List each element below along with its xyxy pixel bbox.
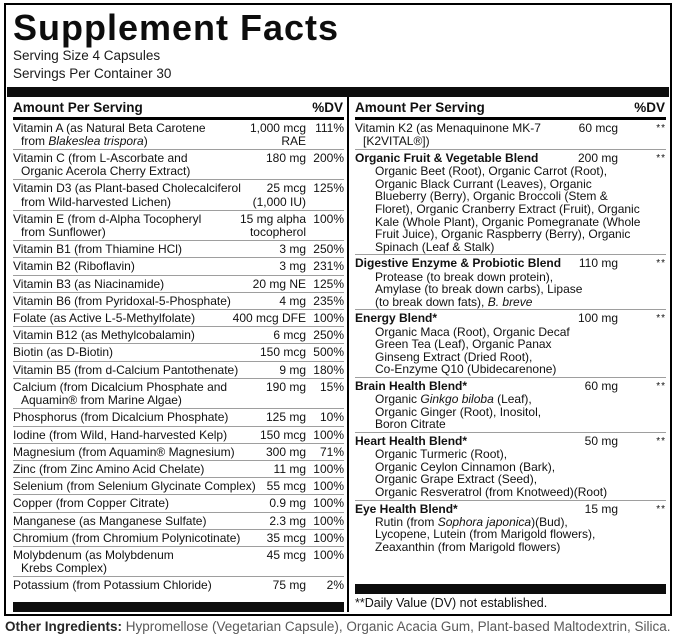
nutrient-name: Calcium (from Dicalcium Phosphate and Aquamin® from Marine Algae) bbox=[13, 379, 228, 408]
nutrient-row bbox=[13, 460, 344, 477]
nutrient-name: Phosphorus (from Dicalcium Phosphate) bbox=[13, 410, 229, 425]
dv-footnote: **Daily Value (DV) not established. bbox=[355, 595, 548, 610]
nutrient-dv: 125% bbox=[313, 276, 344, 291]
nutrient-amount: 2.3 mg bbox=[269, 513, 306, 528]
nutrient-row bbox=[13, 309, 344, 326]
blend-row bbox=[355, 149, 666, 254]
nutrient-rows-right bbox=[355, 120, 666, 555]
nutrient-amount: 50 mg bbox=[584, 433, 618, 448]
blend-row bbox=[355, 432, 666, 500]
nutrient-amount: 75 mg bbox=[272, 578, 306, 593]
nutrient-row bbox=[13, 292, 344, 309]
nutrient-dv: ** bbox=[656, 435, 666, 447]
nutrient-amount: 400 mcg DFE bbox=[232, 311, 306, 326]
nutrient-amount: 35 mcg bbox=[266, 530, 306, 545]
serving-size-line: Serving Size 4 Capsules bbox=[13, 48, 161, 64]
nutrient-amount: 3 mg bbox=[279, 259, 306, 274]
supplement-facts-title: Supplement Facts bbox=[13, 7, 340, 48]
nutrient-amount: 200 mg bbox=[577, 151, 618, 166]
nutrient-amount: 15 mg bbox=[584, 501, 618, 516]
left-bottom-bar bbox=[13, 602, 344, 612]
left-column bbox=[7, 97, 347, 612]
nutrient-dv: 100% bbox=[313, 547, 344, 562]
nutrient-amount: 1,000 mcg RAE bbox=[249, 120, 306, 148]
nutrient-name: Organic Fruit & Vegetable Blend bbox=[355, 151, 539, 166]
nutrient-dv: 125% bbox=[313, 181, 344, 196]
nutrient-dv: 100% bbox=[313, 461, 344, 476]
right-column-filler bbox=[355, 555, 666, 582]
nutrient-dv: ** bbox=[656, 503, 666, 515]
nutrient-row bbox=[13, 443, 344, 460]
amount-per-serving-header: Amount Per Serving bbox=[355, 100, 485, 116]
nutrient-row bbox=[13, 378, 344, 408]
nutrient-amount: 9 mg bbox=[279, 362, 306, 377]
nutrient-dv: ** bbox=[656, 153, 666, 165]
nutrient-amount: 55 mcg bbox=[266, 479, 306, 494]
other-ingredients-text: Hypromellose (Vegetarian Capsule), Organic Acacia Gum, Plant-based Maltodextrin, Silica. bbox=[122, 619, 671, 634]
nutrient-name: Digestive Enzyme & Probiotic Blend bbox=[355, 256, 562, 271]
columns-area bbox=[7, 97, 669, 612]
nutrient-name: Copper (from Copper Citrate) bbox=[13, 496, 170, 511]
nutrient-row bbox=[13, 512, 344, 529]
top-thick-bar bbox=[7, 87, 669, 97]
blend-row bbox=[355, 309, 666, 377]
blend-row bbox=[355, 377, 666, 432]
nutrient-dv: ** bbox=[656, 122, 666, 134]
nutrient-dv: 100% bbox=[313, 513, 344, 528]
nutrient-row bbox=[13, 408, 344, 425]
nutrient-amount: 150 mcg bbox=[259, 345, 306, 360]
nutrient-amount: 180 mg bbox=[265, 151, 306, 166]
nutrient-row bbox=[13, 426, 344, 443]
nutrient-name: Brain Health Blend* bbox=[355, 378, 468, 393]
nutrient-dv: 71% bbox=[319, 444, 344, 459]
nutrient-rows-left bbox=[13, 120, 344, 594]
nutrient-dv: 111% bbox=[315, 120, 344, 135]
nutrient-name: Vitamin C (from L-Ascorbate and Organic Acerola Cherry Extract) bbox=[13, 151, 191, 179]
nutrient-name: Chromium (from Chromium Polynicotinate) bbox=[13, 530, 241, 545]
nutrient-dv: 231% bbox=[313, 259, 344, 274]
nutrient-amount: 4 mg bbox=[279, 293, 306, 308]
nutrient-name: Vitamin B2 (Riboflavin) bbox=[13, 259, 135, 274]
servings-per-container-line: Servings Per Container 30 bbox=[13, 66, 172, 82]
nutrient-amount: 45 mcg bbox=[266, 547, 306, 562]
right-column bbox=[349, 97, 669, 612]
nutrient-amount: 190 mg bbox=[265, 379, 306, 394]
nutrient-dv: 2% bbox=[326, 578, 344, 593]
nutrient-dv: 180% bbox=[313, 362, 344, 377]
nutrient-row bbox=[13, 546, 344, 576]
other-ingredients-footer bbox=[5, 619, 677, 634]
nutrient-name: Zinc (from Zinc Amino Acid Chelate) bbox=[13, 461, 205, 476]
blend-sub-ingredients: Organic Turmeric (Root), Organic Ceylon Cinnamon (Bark), Organic Grape Extract (Seed), Organic Resveratrol (from Knotweed)(Root) bbox=[375, 447, 608, 499]
nutrient-dv: ** bbox=[656, 258, 666, 270]
nutrient-name: Vitamin B5 (from d-Calcium Pantothenate) bbox=[13, 362, 239, 377]
nutrient-dv: 500% bbox=[313, 345, 344, 360]
nutrient-amount: 3 mg bbox=[279, 242, 306, 257]
nutrient-dv: 250% bbox=[313, 242, 344, 257]
nutrient-row bbox=[355, 120, 666, 149]
nutrient-row bbox=[13, 149, 344, 179]
label-box bbox=[4, 3, 672, 616]
nutrient-dv: 250% bbox=[313, 328, 344, 343]
nutrient-amount: 125 mg bbox=[265, 410, 306, 425]
right-bottom-bar bbox=[355, 584, 666, 594]
other-ingredients-label: Other Ingredients: bbox=[5, 619, 123, 634]
nutrient-dv: 100% bbox=[313, 496, 344, 511]
nutrient-row bbox=[13, 257, 344, 274]
nutrient-amount: 25 mcg (1,000 IU) bbox=[252, 181, 306, 209]
blend-sub-ingredients: Organic Maca (Root), Organic Decaf Green Tea (Leaf), Organic Panax Ginseng Extract (Dried Root), Co-Enzyme Q10 (Ubidecarenone) bbox=[375, 324, 570, 377]
nutrient-dv: 100% bbox=[313, 479, 344, 494]
nutrient-name: Heart Health Blend* bbox=[355, 433, 468, 448]
nutrient-row bbox=[13, 494, 344, 511]
nutrient-name: Vitamin A (as Natural Beta Carotene from Blakeslea trispora) bbox=[13, 120, 206, 148]
right-column-header bbox=[355, 97, 666, 119]
nutrient-dv: ** bbox=[656, 380, 666, 392]
nutrient-name: Molybdenum (as Molybdenum Krebs Complex) bbox=[13, 547, 174, 576]
nutrient-row bbox=[13, 576, 344, 593]
nutrient-amount: 110 mg bbox=[578, 256, 618, 271]
nutrient-row bbox=[13, 326, 344, 343]
nutrient-amount: 20 mg NE bbox=[252, 276, 306, 291]
nutrient-name: Selenium (from Selenium Glycinate Complex) bbox=[13, 479, 256, 494]
nutrient-name: Vitamin B3 (as Niacinamide) bbox=[13, 276, 165, 291]
nutrient-name: Potassium (from Potassium Chloride) bbox=[13, 578, 212, 593]
nutrient-name: Vitamin B6 (from Pyridoxal-5-Phosphate) bbox=[13, 293, 231, 308]
nutrient-amount: 300 mg bbox=[265, 444, 306, 459]
nutrient-dv: 100% bbox=[313, 311, 344, 326]
nutrient-row bbox=[13, 210, 344, 240]
amount-per-serving-header: Amount Per Serving bbox=[13, 100, 143, 116]
nutrient-name: Manganese (as Manganese Sulfate) bbox=[13, 513, 207, 528]
nutrient-row bbox=[13, 120, 344, 149]
nutrient-name: Vitamin K2 (as Menaquinone MK-7 [K2VITAL®]) bbox=[355, 120, 541, 148]
blend-sub-ingredients: Organic Beet (Root), Organic Carrot (Root), Organic Black Currant (Leaves), Organic Blueberry (Berry), Organic Broccoli (Stem & Floret), Organic Cranberry Extract (Fruit), Organic Kale (Whole Plant), Organic Pomegranate (Whole Fruit Juice), Organic Raspberry (Berry), Organic Spinach (Leaf & Stalk) bbox=[375, 164, 641, 254]
nutrient-dv: ** bbox=[656, 313, 666, 325]
nutrient-dv: 200% bbox=[313, 151, 344, 166]
nutrient-amount: 150 mcg bbox=[259, 427, 306, 442]
percent-dv-header: %DV bbox=[634, 100, 665, 116]
blend-row bbox=[355, 500, 666, 555]
nutrient-row bbox=[13, 343, 344, 360]
nutrient-name: Iodine (from Wild, Hand-harvested Kelp) bbox=[13, 427, 228, 442]
nutrient-dv: 100% bbox=[313, 211, 344, 226]
nutrient-amount: 100 mg bbox=[577, 311, 618, 326]
nutrient-amount: 60 mg bbox=[584, 378, 618, 393]
nutrient-name: Folate (as Active L-5-Methylfolate) bbox=[13, 311, 196, 326]
percent-dv-header: %DV bbox=[312, 100, 343, 116]
nutrient-name: Eye Health Blend* bbox=[355, 501, 458, 516]
nutrient-row bbox=[13, 275, 344, 292]
blend-row bbox=[355, 254, 666, 309]
nutrient-amount: 15 mg alpha tocopherol bbox=[239, 211, 306, 240]
nutrient-amount: 0.9 mg bbox=[269, 496, 306, 511]
nutrient-row bbox=[13, 179, 344, 209]
blend-sub-ingredients: Organic Ginkgo biloba (Leaf), Organic Ginger (Root), Inositol, Boron Citrate bbox=[375, 392, 542, 432]
nutrient-name: Vitamin B1 (from Thiamine HCl) bbox=[13, 242, 182, 257]
nutrient-dv: 10% bbox=[319, 410, 344, 425]
nutrient-name: Energy Blend* bbox=[355, 311, 438, 326]
left-column-header bbox=[13, 97, 344, 119]
nutrient-dv: 235% bbox=[313, 293, 344, 308]
nutrient-row bbox=[13, 240, 344, 257]
nutrient-name: Magnesium (from Aquamin® Magnesium) bbox=[13, 444, 235, 459]
nutrient-row bbox=[13, 529, 344, 546]
nutrient-dv: 100% bbox=[313, 530, 344, 545]
nutrient-name: Vitamin B12 (as Methylcobalamin) bbox=[13, 328, 195, 343]
blend-sub-ingredients: Protease (to break down protein), Amylase (to break down carbs), Lipase (to break down fats), B. breve bbox=[375, 269, 583, 309]
nutrient-amount: 11 mg bbox=[273, 461, 306, 476]
nutrient-name: Biotin (as D-Biotin) bbox=[13, 345, 114, 360]
nutrient-name: Vitamin E (from d-Alpha Tocopheryl from Sunflower) bbox=[13, 211, 202, 240]
nutrient-amount: 6 mcg bbox=[273, 328, 306, 343]
nutrient-dv: 15% bbox=[319, 379, 344, 394]
nutrient-dv: 100% bbox=[313, 427, 344, 442]
nutrient-name: Vitamin D3 (as Plant-based Cholecalciferol from Wild-harvested Lichen) bbox=[13, 181, 241, 209]
nutrient-amount: 60 mcg bbox=[578, 120, 618, 135]
nutrient-row bbox=[13, 361, 344, 378]
nutrient-row bbox=[13, 477, 344, 494]
blend-sub-ingredients: Rutin (from Sophora japonica)(Bud), Lycopene, Lutein (from Marigold flowers), Zeaxanthin (from Marigold flowers) bbox=[375, 514, 596, 554]
left-column-filler bbox=[13, 594, 344, 600]
